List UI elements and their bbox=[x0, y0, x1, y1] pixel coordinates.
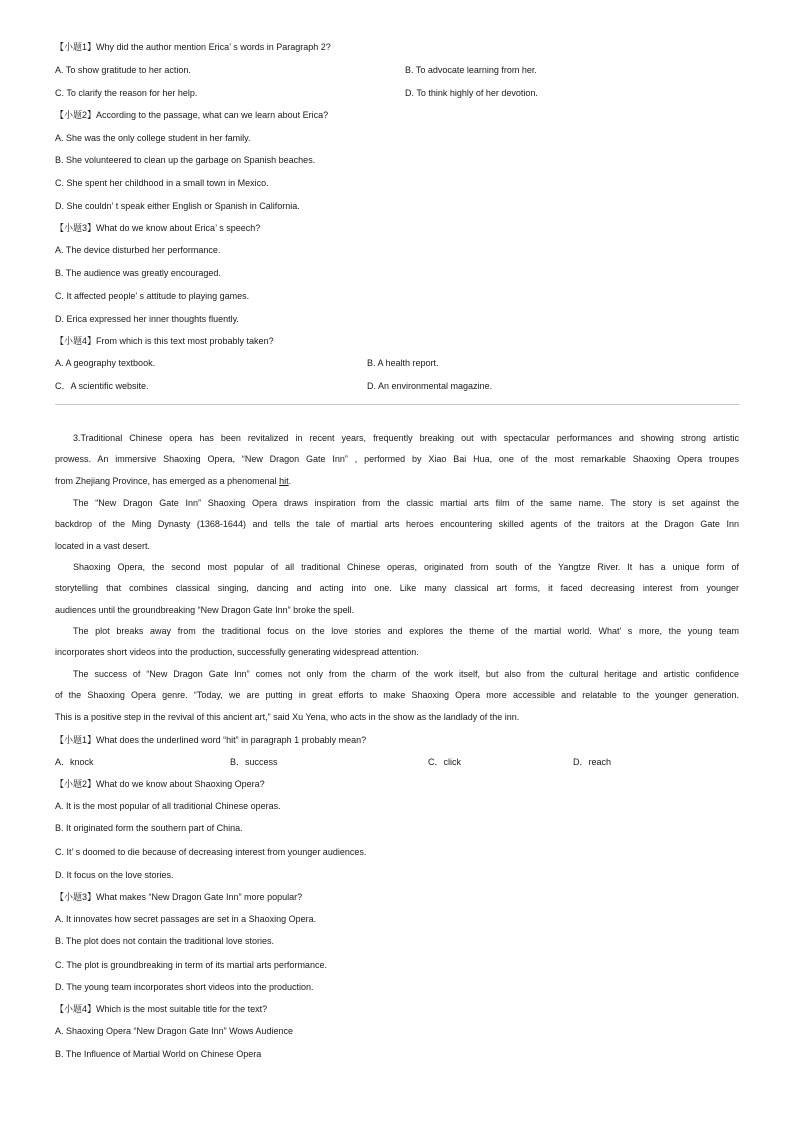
question-6-option-c: C. It’ s doomed to die because of decreasing interest from younger audiences. bbox=[55, 847, 367, 857]
passage-line: 3.Traditional Chinese opera has been revitalized in recent years, frequently breaking out with spectacular performances and showing strong artistic bbox=[73, 433, 739, 443]
question-3-option-a: A. The device disturbed her performance. bbox=[55, 245, 221, 255]
question-2-option-b: B. She volunteered to clean up the garbage on Spanish beaches. bbox=[55, 155, 316, 165]
passage-line: storytelling that combines classical singing, dancing and acting into one. Like many classical art forms, it faced decreasing interest from younger bbox=[55, 583, 739, 594]
question-7-stem: 【小题3】What makes “New Dragon Gate Inn” more popular? bbox=[55, 892, 303, 902]
question-5-stem: 【小题1】What does the underlined word “hit” in paragraph 1 probably mean? bbox=[55, 735, 367, 745]
passage-line: prowess. An immersive Shaoxing Opera, “New Dragon Gate Inn” , performed by Xiao Bai Hua, one of the most remarkable Shaoxing Opera troupes bbox=[55, 454, 739, 465]
question-7-option-c: C. The plot is groundbreaking in term of its martial arts performance. bbox=[55, 960, 327, 970]
passage-line: audiences until the groundbreaking “New Dragon Gate Inn” broke the spell. bbox=[55, 604, 355, 615]
passage-line: backdrop of the Ming Dynasty (1368-1644) and tells the tale of martial arts heroes encountering skilled agents of the traitors at the Dragon Gate Inn bbox=[55, 519, 739, 530]
question-7-option-d: D. The young team incorporates short videos into the production. bbox=[55, 982, 314, 992]
section-divider bbox=[55, 404, 739, 405]
question-4-stem: 【小题4】From which is this text most probably taken? bbox=[55, 336, 274, 346]
question-1-option-c: C. To clarify the reason for her help. bbox=[55, 88, 198, 98]
passage-paragraph-1 bbox=[55, 428, 739, 492]
passage-line: The success of “New Dragon Gate Inn” comes not only from the charm of the work itself, but also from the cultural heritage and artistic confidence bbox=[73, 669, 739, 679]
question-6-option-b: B. It originated form the southern part of China. bbox=[55, 823, 243, 833]
question-3-option-c: C. It affected people’ s attitude to playing games. bbox=[55, 291, 250, 301]
question-4-option-d: D. An environmental magazine. bbox=[367, 381, 493, 391]
question-4-option-a: A. A geography textbook. bbox=[55, 358, 156, 368]
question-1-stem: 【小题1】Why did the author mention Erica’ s words in Paragraph 2? bbox=[55, 42, 331, 52]
question-5-option-a: A．knock bbox=[55, 757, 94, 767]
question-8-stem: 【小题4】Which is the most suitable title for the text? bbox=[55, 1004, 268, 1014]
question-7-option-b: B. The plot does not contain the traditional love stories. bbox=[55, 936, 274, 946]
question-3-option-d: D. Erica expressed her inner thoughts fluently. bbox=[55, 314, 239, 324]
question-2-option-a: A. She was the only college student in her family. bbox=[55, 133, 251, 143]
question-1-option-b: B. To advocate learning from her. bbox=[405, 65, 537, 75]
passage-text: from Zhejiang Province, has emerged as a phenomenal bbox=[55, 475, 280, 486]
question-4-option-b: B. A health report. bbox=[367, 358, 439, 368]
question-5-option-b: B．success bbox=[230, 757, 278, 767]
question-8-option-b: B. The Influence of Martial World on Chinese Opera bbox=[55, 1049, 262, 1059]
question-1-option-a: A. To show gratitude to her action. bbox=[55, 65, 191, 75]
question-1-option-d: D. To think highly of her devotion. bbox=[405, 88, 538, 98]
question-5-option-d: D．reach bbox=[573, 757, 612, 767]
question-7-option-a: A. It innovates how secret passages are set in a Shaoxing Opera. bbox=[55, 914, 317, 924]
question-3-stem: 【小题3】What do we know about Erica’ s speech? bbox=[55, 223, 261, 233]
underlined-word-hit: hit bbox=[279, 475, 289, 486]
passage-text: . bbox=[288, 475, 292, 486]
passage-paragraph-5 bbox=[55, 664, 739, 728]
question-2-stem: 【小题2】According to the passage, what can we learn about Erica? bbox=[55, 110, 329, 120]
passage-line: This is a positive step in the revival of this ancient art,” said Xu Yena, who acts in the show as the landlady of the inn. bbox=[55, 711, 520, 722]
question-4-option-c: C．A scientific website. bbox=[55, 381, 149, 391]
passage-paragraph-4 bbox=[55, 621, 739, 664]
passage-line: located in a vast desert. bbox=[55, 540, 151, 551]
question-5-option-c: C．click bbox=[428, 757, 461, 767]
passage-line bbox=[55, 471, 739, 492]
passage-line: incorporates short videos into the production, successfully generating widespread attention. bbox=[55, 647, 419, 658]
passage-line: Shaoxing Opera, the second most popular of all traditional Chinese operas, originated from south of the Yangtze River. It has a unique form of bbox=[73, 562, 739, 572]
passage-line: of the Shaoxing Opera genre. “Today, we are putting in great efforts to make Shaoxing Opera more accessible and relatable to the younger generation. bbox=[55, 690, 739, 701]
question-2-option-d: D. She couldn’ t speak either English or Spanish in California. bbox=[55, 201, 300, 211]
question-6-stem: 【小题2】What do we know about Shaoxing Opera? bbox=[55, 779, 265, 789]
passage-line: The plot breaks away from the traditional focus on the love stories and explores the theme of the martial world. What’ s more, the young team bbox=[73, 626, 739, 636]
question-2-option-c: C. She spent her childhood in a small town in Mexico. bbox=[55, 178, 269, 188]
question-6-option-a: A. It is the most popular of all traditional Chinese operas. bbox=[55, 801, 281, 811]
question-6-option-d: D. It focus on the love stories. bbox=[55, 870, 174, 880]
passage-paragraph-2 bbox=[55, 493, 739, 557]
question-3-option-b: B. The audience was greatly encouraged. bbox=[55, 268, 221, 278]
passage-line: The “New Dragon Gate Inn” Shaoxing Opera draws inspiration from the classic martial arts film of the same name. The story is set against the bbox=[73, 498, 739, 508]
question-8-option-a: A. Shaoxing Opera “New Dragon Gate Inn” Wows Audience bbox=[55, 1026, 293, 1036]
passage-paragraph-3 bbox=[55, 557, 739, 621]
